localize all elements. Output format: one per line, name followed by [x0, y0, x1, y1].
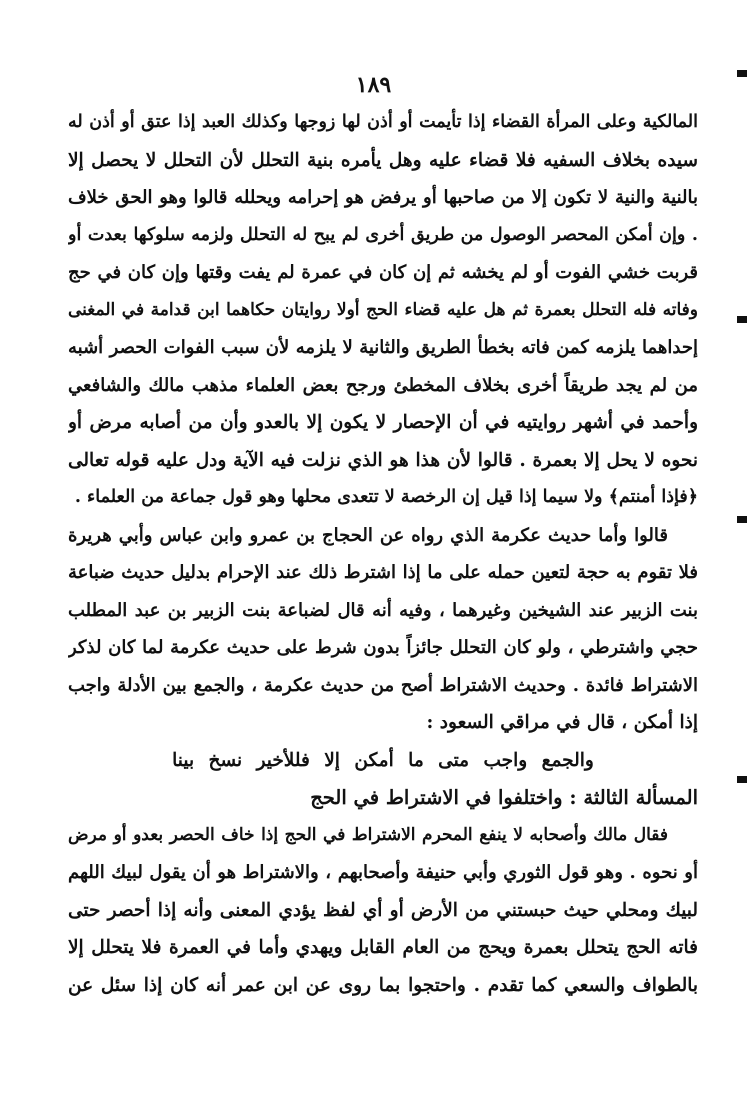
text-line: فاته الحج يتحلل بعمرة ويحج من العام القابل ويهدي وأما في العمرة فلا يتحلل إلا — [68, 937, 698, 958]
text-line: حجي واشترطي ، ولو كان التحلل جائزاً بدون شرط على حديث عكرمة لما كان لذكر — [68, 637, 698, 658]
text-line: ﴿فإذا أمنتم﴾ ولا سيما إذا قيل إن الرخصة لا تتعدى محلها وهو قول جماعة من العلماء . — [74, 487, 698, 507]
poem-verse: والجمع واجب متى ما أمكن إلا فللأخير نسخ بينا — [172, 749, 594, 771]
text-line: قالوا وأما حديث عكرمة الذي رواه عن الحجاج بن عمرو وابن عباس وأبي هريرة — [68, 524, 668, 546]
text-line: بالنية والنية لا تكون إلا من صاحبها أو يرفض هو إحرامه ويحلله قالوا وهو الحق خلاف — [68, 187, 698, 208]
scan-margin-mark — [737, 70, 747, 77]
scan-margin-mark — [737, 516, 747, 523]
text-line: فقال مالك وأصحابه لا ينفع المحرم الاشتراط في الحج إذا خاف الحصر بعدو أو مرض — [68, 824, 668, 845]
text-line: قربت خشي الفوت أو لم يخشه ثم إن كان في عمرة لم يفت وقتها وإن كان في حج — [68, 262, 698, 283]
text-line: وفاته فله التحلل بعمرة ثم هل عليه قضاء الحج أولا روايتان حكاهما ابن قدامة في المغنى — [68, 299, 698, 320]
text-line: سيده بخلاف السفيه فلا قضاء عليه وهل يأمره بنية التحلل لأن التحلل لا يحصل إلا — [68, 149, 698, 171]
text-line: . وإن أمكن المحصر الوصول من طريق أخرى لم يبح له التحلل ولزمه سلوكها بعدت أو — [68, 224, 698, 245]
text-line: أو نحوه . وهو قول الثوري وأبي حنيفة وأصحابهم ، والاشتراط هو أن يقول لبيك اللهم — [68, 862, 698, 883]
text-line: وأحمد في أشهر روايتيه في أن الإحصار لا يكون إلا بالعدو وأن من أصابه مرض أو — [68, 412, 698, 433]
text-line: لبيك ومحلي حيث حبستني من الأرض أو أي لفظ يؤدي المعنى وأنه إذا أحصر حتى — [68, 899, 698, 921]
text-line: بنت الزبير عند الشيخين وغيرهما ، وفيه أنه قال لضباعة بنت الزبير بن عبد المطلب — [68, 599, 698, 621]
scan-margin-mark — [737, 316, 747, 323]
text-body — [68, 104, 698, 1004]
text-line: فلا تقوم به حجة لتعين حمله على ما إذا اشترط ذلك عند الإحرام بدليل حديث ضباعة — [68, 562, 698, 583]
text-line: إحداهما يلزمه كمن فاته بخطأ الطريق والثانية لا يلزمه لأن سبب الفوات الحصر أشبه — [68, 337, 698, 358]
scan-margin-mark — [737, 776, 747, 783]
section-heading: المسألة الثالثة : واختلفوا في الاشتراط في الحج — [310, 786, 698, 809]
text-line: المالكية وعلى المرأة القضاء إذا تأيمت أو أذن لها زوجها وكذلك العبد إذا عتق أو أذن له — [68, 112, 698, 132]
page-number: ١٨٩ — [355, 72, 392, 98]
text-line: من لم يجد طريقاً أخرى بخلاف المخطئ ورجح بعض العلماء مذهب مالك والشافعي — [68, 374, 698, 396]
text-line: بالطواف والسعي كما تقدم . واحتجوا بما روى عن ابن عمر أنه كان إذا سئل عن — [68, 974, 698, 996]
text-line: الاشتراط فائدة . وحديث الاشتراط أصح من حديث عكرمة ، والجمع بين الأدلة واجب — [68, 674, 698, 696]
text-line: إذا أمكن ، قال في مراقي السعود : — [426, 712, 698, 733]
text-line: نحوه لا يحل إلا بعمرة . قالوا لأن هذا هو الذي نزلت فيه الآية ودل عليه قوله تعالى — [68, 449, 698, 471]
